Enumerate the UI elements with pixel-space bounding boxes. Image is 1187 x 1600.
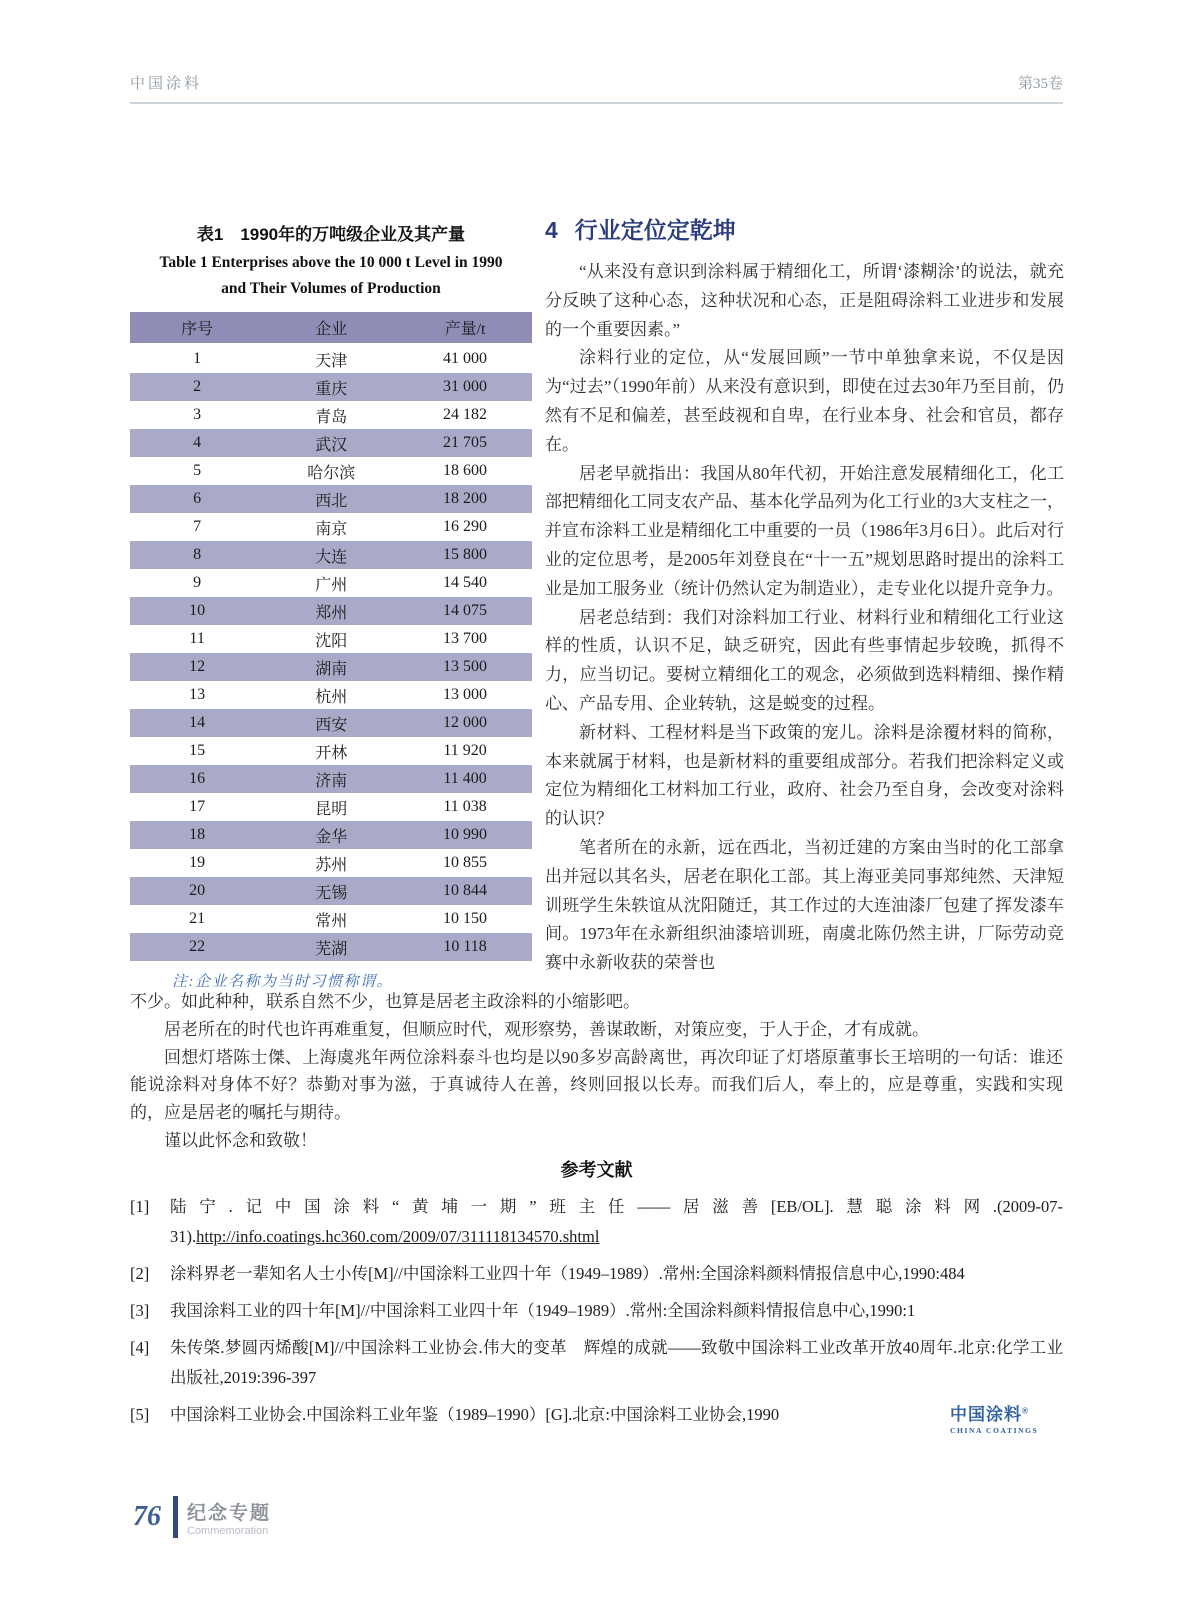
table-cell-seq: 12 (189, 658, 206, 675)
table-cell-output: 18 200 (443, 490, 488, 507)
table-cell-enterprise: 沈阳 (315, 632, 348, 650)
table-cell-output: 10 150 (443, 910, 488, 927)
reference-item (130, 1259, 1063, 1289)
table-cell-enterprise: 大连 (315, 548, 348, 566)
table-row (130, 541, 532, 569)
table-cell-output: 14 540 (443, 574, 488, 591)
table-cell-seq: 6 (193, 490, 202, 507)
table-cell-enterprise: 天津 (315, 352, 348, 370)
footer-divider-bar (173, 1496, 178, 1538)
table-cell-output: 18 600 (443, 462, 488, 479)
table-cell-enterprise: 金华 (315, 828, 348, 846)
table-cell-seq: 9 (193, 574, 202, 591)
table-cell-seq: 21 (189, 910, 206, 927)
table-cell-seq: 14 (189, 714, 206, 731)
table-row (130, 513, 532, 541)
table-cell-seq: 7 (193, 518, 202, 535)
table-cell-enterprise: 广州 (315, 576, 348, 594)
table-cell-output: 11 038 (443, 798, 487, 815)
body-paragraph: 居老所在的时代也许再难重复，但顺应时代，观形察势，善谋敢断，对策应变，于人于企，才有成就。 (164, 1019, 929, 1039)
page-number: 76 (133, 1501, 161, 1532)
reference-label: [4] (130, 1338, 150, 1357)
table-cell-enterprise: 常州 (315, 912, 348, 930)
references-list (130, 1192, 1063, 1430)
reference-item (130, 1333, 1063, 1393)
fullwidth-paragraphs (130, 988, 1063, 1155)
reference-text-wrap (170, 1259, 1063, 1289)
table-row (130, 569, 532, 597)
table-cell-output: 16 290 (443, 518, 488, 535)
china-coatings-logo (950, 1400, 1050, 1435)
table-title-en-line1: Table 1 Enterprises above the 10 000 t Level in 1990 (159, 254, 503, 271)
registered-mark: ® (1022, 1406, 1029, 1416)
references-heading: 参考文献 (560, 1160, 633, 1180)
table-cell-enterprise: 西安 (315, 716, 348, 734)
reference-url[interactable]: http://info.coatings.hc360.com/2009/07/311118134570.shtml (196, 1227, 600, 1246)
table-cell-output: 24 182 (443, 406, 488, 423)
reference-label: [5] (130, 1405, 150, 1424)
production-table (130, 312, 532, 961)
table-row (130, 849, 532, 877)
table-cell-output: 13 000 (443, 686, 488, 703)
column-header-output: 产量/t (444, 321, 486, 338)
table-row (130, 737, 532, 765)
table-block (130, 220, 532, 991)
reference-text: 涂料界老一辈知名人士小传[M]//中国涂料工业四十年（1949–1989）.常州:全国涂料颜料情报信息中心,1990:484 (170, 1264, 965, 1283)
table-cell-seq: 13 (189, 686, 206, 703)
table-cell-output: 10 118 (443, 938, 487, 955)
body-paragraph: 居老早就指出：我国从80年代初，开始注意发展精细化工，化工部把精细化工同支农产品、基本化学品列为化工行业的3大支柱之一，并宣布涂料工业是精细化工中重要的一员（1986年3月6日）。此后对行业的定位思考，是2005年刘登良在“十一五”规划思路时提出的涂料工业是加工服务业（统计仍然认定为制造业），走专业化以提升竞争力。 (545, 463, 1064, 598)
body-paragraph: 回想灯塔陈士傑、上海虞兆年两位涂料泰斗也均是以90多岁高龄离世，再次印证了灯塔原董事长王培明的一句话：谁还能说涂料对身体不好？恭勤对事为滋，于真诚待人在善，终则回报以长寿。而我们后人，奉上的，应是尊重，实践和实现的，应是居老的嘱托与期待。 (130, 1047, 1063, 1123)
table-row (130, 485, 532, 513)
reference-item (130, 1296, 1063, 1326)
reference-item (130, 1192, 1063, 1252)
table-cell-output: 31 000 (443, 378, 488, 395)
table-cell-output: 10 844 (443, 882, 488, 899)
table-row (130, 905, 532, 933)
section-paragraphs (545, 258, 1064, 978)
logo-text-zh: 中国涂料® (950, 1405, 1029, 1424)
table-cell-output: 10 855 (443, 854, 488, 871)
table-cell-enterprise: 湖南 (315, 660, 348, 678)
volume-label: 第35卷 (1017, 76, 1063, 92)
body-paragraph: 不少。如此种种，联系自然不少，也算是居老主政涂料的小缩影吧。 (130, 992, 640, 1011)
table-cell-output: 13 700 (443, 630, 488, 647)
section-heading (545, 212, 1064, 245)
table-cell-seq: 15 (189, 742, 206, 759)
table-cell-seq: 11 (189, 630, 205, 647)
table-cell-enterprise: 芜湖 (315, 940, 348, 958)
section-number: 4 (545, 217, 558, 243)
table-row (130, 709, 532, 737)
reference-text: 陆宁.记中国涂料“黄埔一期”班主任——居滋善[EB/OL].慧聪涂料网.(2009-07-31). (170, 1197, 1063, 1246)
reference-text-wrap (170, 1400, 1063, 1430)
table-title-en-line2: and Their Volumes of Production (221, 280, 441, 297)
reference-label: [1] (130, 1197, 150, 1216)
reference-label: [2] (130, 1264, 150, 1283)
table-cell-output: 10 990 (443, 826, 488, 843)
table-row (130, 345, 532, 373)
column-title-zh: 纪念专题 (187, 1502, 272, 1524)
table-cell-enterprise: 武汉 (315, 436, 348, 454)
table-cell-output: 11 920 (443, 742, 487, 759)
table-cell-seq: 18 (189, 826, 206, 843)
table-cell-enterprise: 西北 (315, 492, 348, 510)
reference-text: 朱传棨.梦圆丙烯酸[M]//中国涂料工业协会.伟大的变革 辉煌的成就——致敬中国涂料工业改革开放40周年.北京:化学工业出版社,2019:396-397 (170, 1338, 1063, 1387)
table-row (130, 933, 532, 961)
table-cell-enterprise: 无锡 (315, 884, 348, 902)
body-paragraph: 居老总结到：我们对涂料加工行业、材料行业和精细化工行业这样的性质，认识不足，缺乏研究，因此有些事情起步较晚，抓得不力，应当切记。要树立精细化工的观念，必须做到选料精细、操作精心、产品专用、企业转轨，这是蜕变的过程。 (545, 607, 1064, 713)
table-row (130, 821, 532, 849)
page-footer (133, 1496, 271, 1538)
table-cell-output: 13 500 (443, 658, 488, 675)
table-cell-seq: 4 (193, 434, 202, 451)
table-cell-output: 41 000 (443, 350, 488, 367)
body-paragraph: 笔者所在的永新，远在西北，当初迁建的方案由当时的化工部拿出并冠以其名头，居老在职化工部。其上海亚美同事郑纯然、天津短训班学生朱轶谊从沈阳随迁，其工作过的大连油漆厂包建了挥发漆车间。1973年在永新组织油漆培训班，南虞北陈仍然主讲，厂际劳动竞赛中永新收获的荣誉也 (545, 837, 1064, 973)
column-header-enterprise: 企业 (315, 321, 348, 338)
table-cell-enterprise: 郑州 (315, 604, 348, 622)
table-row (130, 625, 532, 653)
table-cell-seq: 5 (193, 462, 202, 479)
table-row (130, 597, 532, 625)
article-column (545, 212, 1064, 978)
reference-text-wrap (170, 1296, 1063, 1326)
reference-label: [3] (130, 1301, 150, 1320)
reference-item (130, 1400, 1063, 1430)
body-paragraph: 涂料行业的定位，从“发展回顾”一节中单独拿来说，不仅是因为“过去”（1990年前）从来没有意识到，即使在过去30年乃至目前，仍然有不足和偏差，甚至歧视和自卑，在行业本身、社会和官员，都存在。 (545, 348, 1064, 454)
table-row (130, 793, 532, 821)
table-cell-enterprise: 济南 (315, 772, 348, 790)
journal-name: 中国涂料 (130, 76, 203, 92)
table-title-zh: 表1 1990年的万吨级企业及其产量 (196, 225, 466, 244)
table-cell-output: 21 705 (443, 434, 488, 451)
reference-text-wrap (170, 1192, 1063, 1252)
table-cell-seq: 20 (189, 882, 206, 899)
journal-header (130, 72, 1063, 104)
table-cell-seq: 19 (189, 854, 206, 871)
table-cell-enterprise: 苏州 (315, 856, 348, 874)
table-row (130, 457, 532, 485)
reference-text-wrap (170, 1333, 1063, 1393)
reference-text: 我国涂料工业的四十年[M]//中国涂料工业四十年（1949–1989）.常州:全国涂料颜料情报信息中心,1990:1 (170, 1301, 916, 1320)
table-cell-enterprise: 重庆 (315, 380, 348, 398)
column-header-seq: 序号 (181, 321, 214, 338)
table-cell-seq: 22 (189, 938, 206, 955)
references-section (130, 1156, 1063, 1430)
table-cell-enterprise: 杭州 (315, 688, 348, 706)
table-cell-seq: 3 (193, 406, 202, 423)
body-paragraph: 谨以此怀念和致敬！ (164, 1130, 317, 1150)
table-cell-seq: 10 (189, 602, 206, 619)
column-title-en: Commemoration (187, 1524, 269, 1537)
table-cell-output: 15 800 (443, 546, 488, 563)
table-row (130, 653, 532, 681)
table-cell-output: 12 000 (443, 714, 488, 731)
table-cell-enterprise: 青岛 (315, 408, 348, 426)
reference-text: 中国涂料工业协会.中国涂料工业年鉴（1989–1990）[G].北京:中国涂料工业协会,1990 (170, 1405, 780, 1424)
table-row (130, 373, 532, 401)
table-cell-seq: 1 (193, 350, 202, 367)
table-cell-seq: 8 (193, 546, 202, 563)
table-header-row (130, 312, 532, 345)
table-cell-enterprise: 昆明 (315, 800, 348, 818)
table-cell-enterprise: 开林 (315, 744, 348, 762)
section-title: 行业定位定乾坤 (574, 217, 736, 243)
table-cell-enterprise: 哈尔滨 (307, 464, 356, 482)
table-body (130, 345, 532, 961)
table-row (130, 429, 532, 457)
body-paragraph: 新材料、工程材料是当下政策的宠儿。涂料是涂覆材料的简称，本来就属于材料，也是新材料的重要组成部分。若我们把涂料定义或定位为精细化工材料加工行业，政府、社会乃至自身，会改变对涂料的认识？ (545, 722, 1064, 829)
table-row (130, 681, 532, 709)
table-row (130, 401, 532, 429)
table-row (130, 877, 532, 905)
logo-text-en: CHINA COATINGS (950, 1426, 1039, 1435)
table-cell-output: 14 075 (443, 602, 488, 619)
table-cell-seq: 2 (193, 378, 202, 395)
table-row (130, 765, 532, 793)
table-cell-seq: 16 (189, 770, 206, 787)
table-cell-seq: 17 (189, 798, 206, 815)
body-paragraph: “从来没有意识到涂料属于精细化工，所谓‘漆糊涂’的说法，就充分反映了这种心态，这种状况和心态，正是阻碍涂料工业进步和发展的一个重要因素。” (545, 262, 1064, 339)
table-note: 注:企业名称为当时习惯称谓。 (172, 974, 393, 990)
table-cell-output: 11 400 (443, 770, 487, 787)
table-cell-enterprise: 南京 (315, 520, 348, 538)
